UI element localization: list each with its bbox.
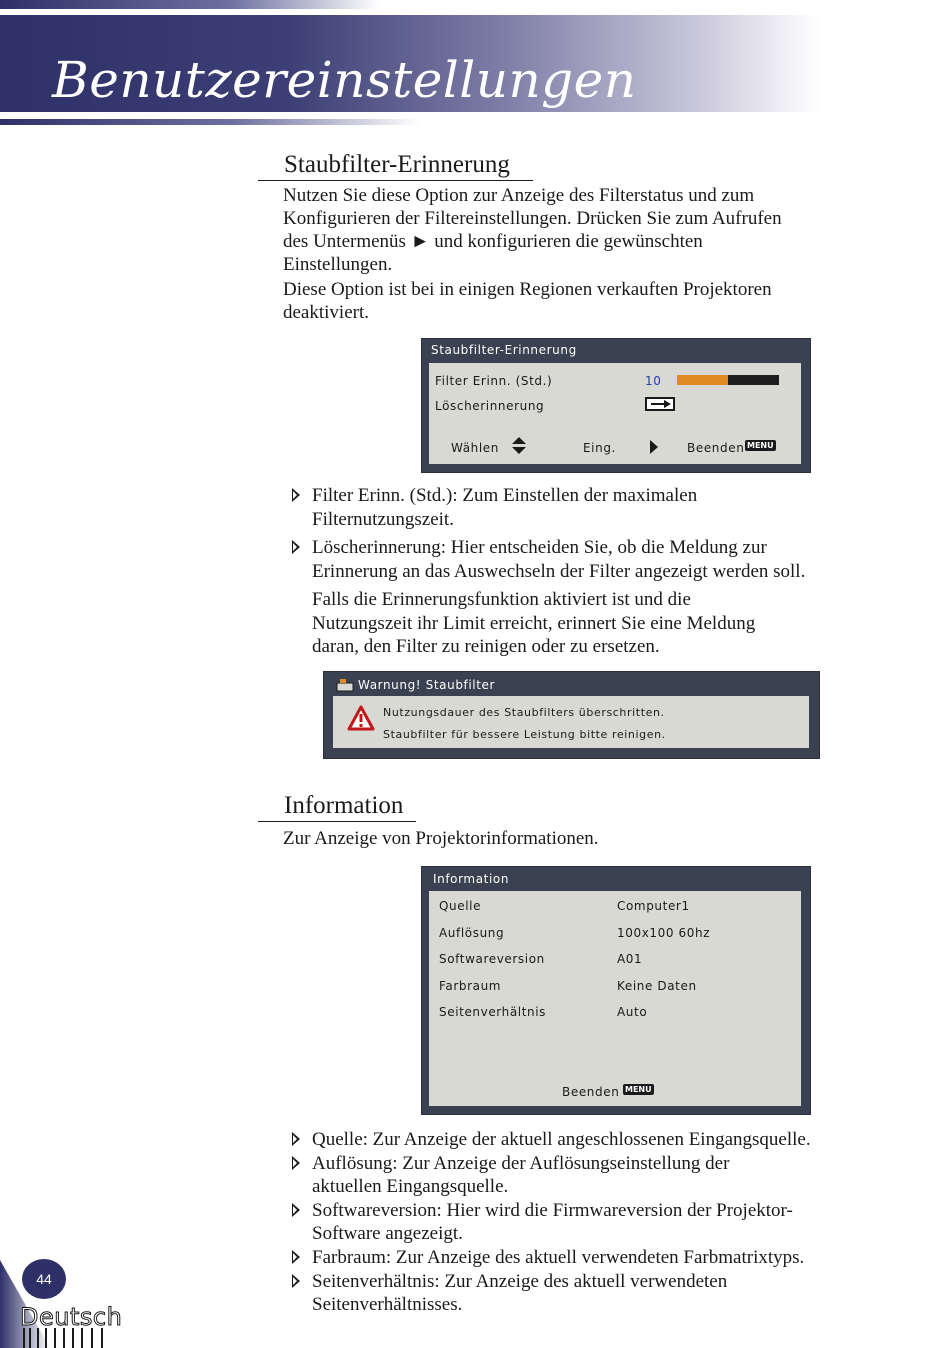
bullet-arrow-icon bbox=[292, 1274, 300, 1288]
bullet-arrow-icon bbox=[292, 1156, 300, 1170]
text-line: deaktiviert. bbox=[283, 302, 369, 323]
info-label-software: Softwareversion bbox=[439, 952, 545, 966]
list-item bbox=[290, 1128, 900, 1152]
info-value-source: Computer1 bbox=[617, 899, 690, 913]
info-label-aspect: Seitenverhältnis bbox=[439, 1005, 547, 1019]
filter-hours-slider-fill bbox=[677, 375, 728, 385]
text-line: Quelle: Zur Anzeige der aktuell angeschlossenen Eingangsquelle. bbox=[312, 1129, 811, 1150]
footer-select-label: Wählen bbox=[451, 441, 499, 455]
footer-enter-label: Eing. bbox=[583, 441, 616, 455]
text-line: Farbraum: Zur Anzeige des aktuell verwendeten Farbmatrixtyps. bbox=[312, 1246, 805, 1268]
info-label-resolution: Auflösung bbox=[439, 926, 505, 940]
text-line: Nutzen Sie diese Option zur Anzeige des Filterstatus und zum bbox=[283, 185, 755, 206]
footer-exit-label: Beenden bbox=[562, 1085, 620, 1099]
osd-title: Staubfilter-Erinnerung bbox=[431, 343, 577, 357]
text-line: Software angezeigt. bbox=[312, 1223, 463, 1245]
section-heading-information: Information bbox=[258, 791, 416, 822]
text-line: Seitenverhältnisses. bbox=[312, 1294, 463, 1316]
info-label-source: Quelle bbox=[439, 899, 482, 913]
info-value-resolution: 100x100 60hz bbox=[617, 926, 711, 940]
bullet-arrow-icon bbox=[292, 1203, 300, 1217]
header-banner bbox=[0, 15, 820, 112]
list-item bbox=[290, 1199, 900, 1246]
list-item bbox=[290, 1152, 900, 1199]
text-line: Diese Option ist bei in einigen Regionen verkauften Projektoren bbox=[283, 279, 772, 300]
menu-key-icon: MENU bbox=[625, 1085, 652, 1094]
enter-arrow-icon[interactable] bbox=[645, 397, 675, 411]
osd-panel bbox=[429, 891, 801, 1106]
text-line: Falls die Erinnerungsfunktion aktiviert ist und die bbox=[312, 589, 691, 610]
info-value-software: A01 bbox=[617, 952, 643, 966]
bullet-arrow-icon bbox=[292, 1250, 300, 1264]
footer-exit-label: Beenden bbox=[687, 441, 745, 455]
filter-hours-label: Filter Erinn. (Std.) bbox=[435, 374, 553, 388]
section2-bullets bbox=[290, 1128, 900, 1317]
list-item bbox=[290, 484, 900, 531]
warning-panel bbox=[333, 696, 809, 748]
info-value-colorspace: Keine Daten bbox=[617, 979, 697, 993]
section1-bullets bbox=[290, 484, 900, 659]
page-number-badge: 44 bbox=[22, 1259, 66, 1299]
osd-filter-reminder bbox=[421, 338, 811, 473]
text-line: Nutzungszeit ihr Limit erreicht, erinnert Sie eine Meldung bbox=[312, 612, 756, 634]
right-arrow-icon bbox=[649, 439, 659, 455]
language-label: Deutsch bbox=[20, 1303, 123, 1331]
text-line: Filternutzungszeit. bbox=[312, 508, 454, 530]
warning-dialog bbox=[323, 671, 820, 759]
bullet-arrow-icon bbox=[292, 540, 300, 554]
header-bottom-strip bbox=[0, 119, 420, 125]
text-line: Seitenverhältnis: Zur Anzeige des aktuell verwendeten bbox=[312, 1270, 728, 1292]
text-line: Einstellungen. bbox=[283, 254, 393, 275]
warning-line-1: Nutzungsdauer des Staubfilters überschritten. bbox=[383, 706, 665, 719]
text-line: Erinnerung an das Auswechseln der Filter angezeigt werden soll. bbox=[312, 560, 806, 582]
section1-intro bbox=[283, 184, 883, 324]
text-line: des Untermenüs ► und konfigurieren die gewünschten bbox=[283, 231, 703, 252]
text-line: Softwareversion: Hier wird die Firmwareversion der Projektor- bbox=[312, 1199, 793, 1221]
page-title: Benutzereinstellungen bbox=[52, 51, 637, 109]
warning-line-2: Staubfilter für bessere Leistung bitte reinigen. bbox=[383, 728, 666, 741]
header-top-strip bbox=[0, 0, 380, 9]
text-line: aktuellen Eingangsquelle. bbox=[312, 1176, 509, 1198]
osd-panel bbox=[429, 363, 801, 464]
warning-title: Warnung! Staubfilter bbox=[358, 678, 496, 692]
projector-icon bbox=[336, 677, 354, 693]
list-item bbox=[290, 1270, 900, 1317]
text-line: Auflösung: Zur Anzeige der Auflösungseinstellung der bbox=[312, 1152, 730, 1174]
section-heading-staubfilter: Staubfilter-Erinnerung bbox=[258, 150, 533, 181]
info-label-colorspace: Farbraum bbox=[439, 979, 502, 993]
list-item bbox=[290, 1246, 900, 1270]
reminder-note bbox=[290, 588, 900, 659]
warning-triangle-icon bbox=[347, 705, 375, 731]
bullet-arrow-icon bbox=[292, 1132, 300, 1146]
section2-intro: Zur Anzeige von Projektorinformationen. bbox=[283, 828, 599, 849]
osd-title: Information bbox=[433, 872, 510, 886]
text-line: Konfigurieren der Filtereinstellungen. Drücken Sie zum Aufrufen bbox=[283, 208, 782, 229]
filter-hours-value: 10 bbox=[645, 374, 662, 388]
text-line: daran, den Filter zu reinigen oder zu ersetzen. bbox=[312, 636, 660, 657]
menu-key-icon: MENU bbox=[747, 441, 774, 450]
text-line: Löscherinnerung: Hier entscheiden Sie, ob die Meldung zur bbox=[312, 537, 767, 558]
clear-reminder-label: Löscherinnerung bbox=[435, 399, 545, 413]
bullet-arrow-icon bbox=[292, 488, 300, 502]
text-line: Filter Erinn. (Std.): Zum Einstellen der maximalen bbox=[312, 485, 698, 506]
list-item bbox=[290, 536, 900, 583]
up-down-icon bbox=[511, 436, 527, 456]
filter-hours-slider[interactable] bbox=[677, 375, 779, 385]
info-value-aspect: Auto bbox=[617, 1005, 648, 1019]
osd-information bbox=[421, 866, 811, 1115]
